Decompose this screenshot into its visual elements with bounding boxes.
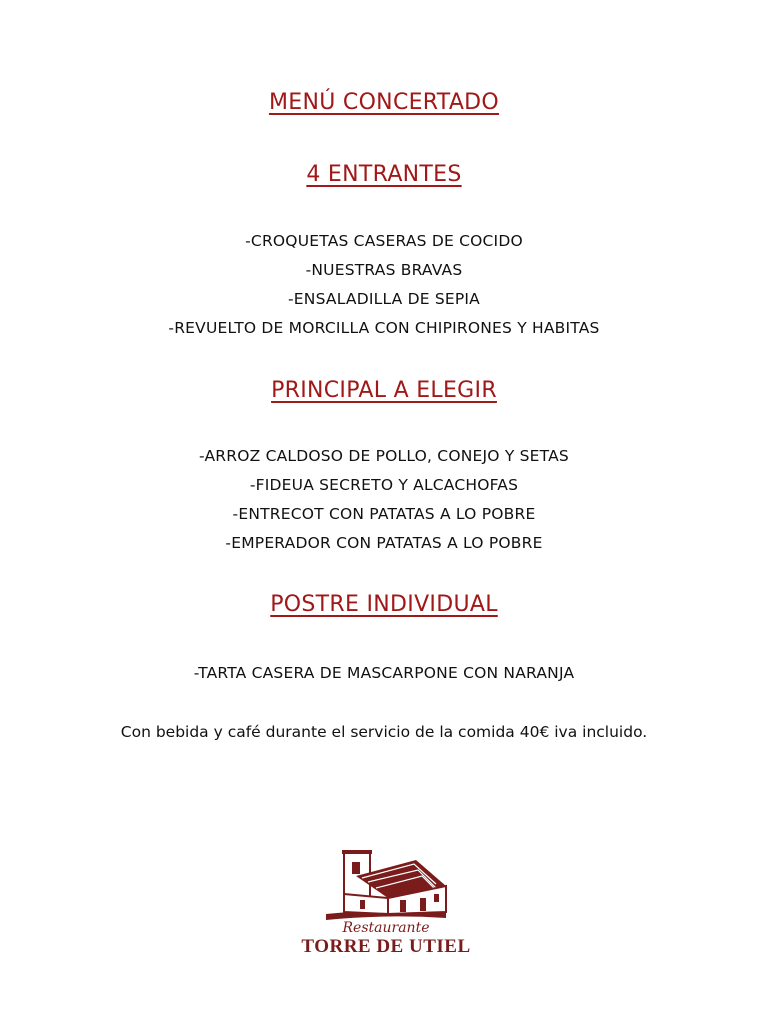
section-heading-main: PRINCIPAL A ELEGIR <box>271 378 497 403</box>
page-title: MENÚ CONCERTADO <box>268 90 500 115</box>
list-item: -ENSALADILLA DE SEPIA <box>288 290 480 308</box>
list-item: -ENTRECOT CON PATATAS A LO POBRE <box>232 505 536 523</box>
section-heading-dessert: POSTRE INDIVIDUAL <box>270 592 498 617</box>
list-item: -NUESTRAS BRAVAS <box>305 261 463 279</box>
tower-building-icon <box>296 842 476 922</box>
main-course-list <box>0 442 768 558</box>
starters-list <box>0 227 768 343</box>
list-item: -TARTA CASERA DE MASCARPONE CON NARANJA <box>193 664 575 682</box>
list-item: -EMPERADOR CON PATATAS A LO POBRE <box>225 534 543 552</box>
section-heading-starters: 4 ENTRANTES <box>306 162 462 187</box>
logo-script-text: Restaurante <box>342 920 430 936</box>
list-item: -FIDEUA SECRETO Y ALCACHOFAS <box>249 476 519 494</box>
logo-name-text: TORRE DE UTIEL <box>301 936 471 957</box>
restaurant-logo <box>296 842 476 962</box>
list-item: -ARROZ CALDOSO DE POLLO, CONEJO Y SETAS <box>199 447 569 465</box>
list-item: -REVUELTO DE MORCILLA CON CHIPIRONES Y HABITAS <box>168 319 600 337</box>
list-item: -CROQUETAS CASERAS DE COCIDO <box>245 232 523 250</box>
price-note: Con bebida y café durante el servicio de la comida 40€ iva incluido. <box>120 723 648 741</box>
dessert-list <box>0 659 768 688</box>
